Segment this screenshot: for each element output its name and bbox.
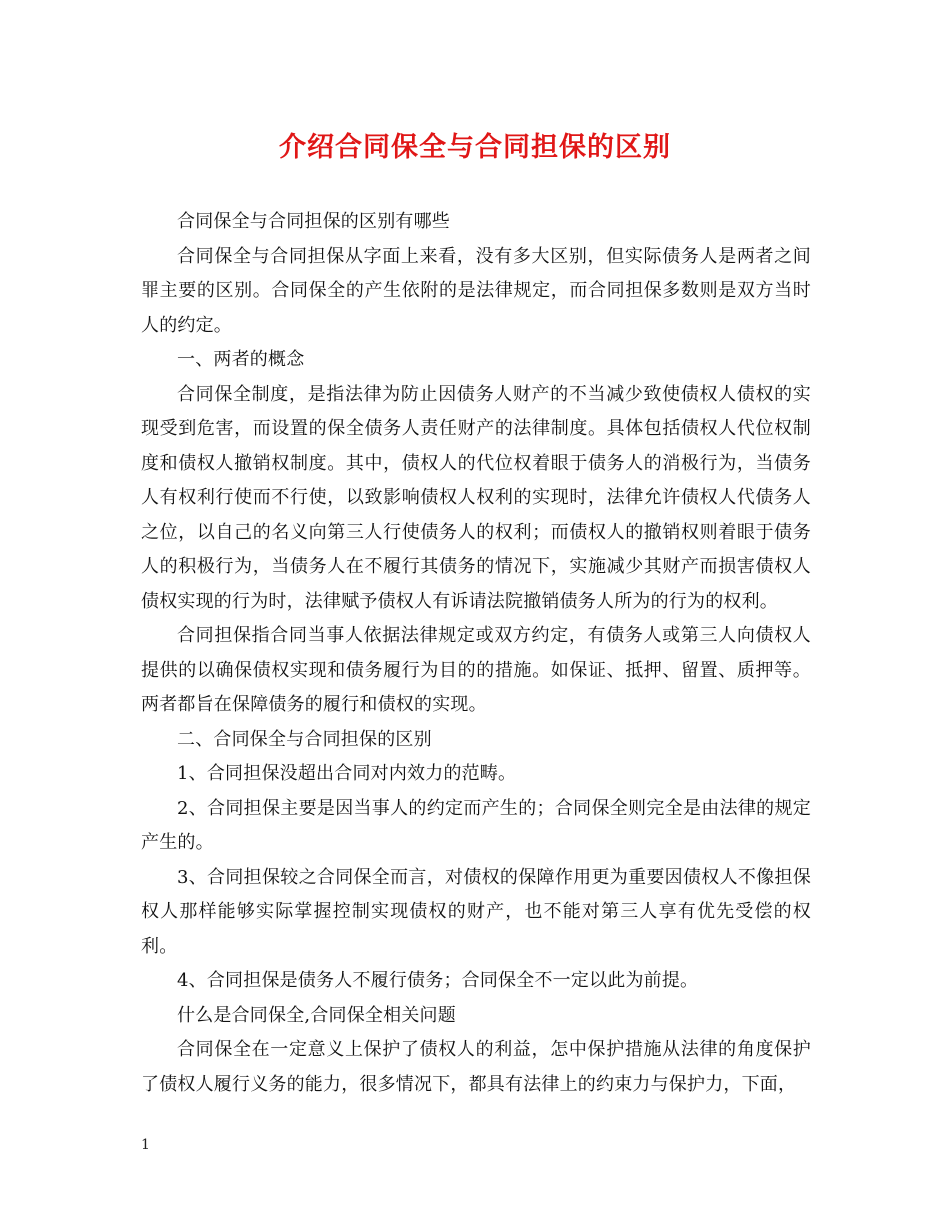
paragraph-intro: 合同保全与合同担保从字面上来看，没有多大区别，但实际债务人是两者之间罪主要的区别。合同保全的产生依附的是法律规定，而合同担保多数则是双方当时人的约定。 bbox=[141, 245, 811, 336]
section-heading-concepts: 一、两者的概念 bbox=[177, 349, 305, 370]
paragraph-subheading: 合同保全与合同担保的区别有哪些 bbox=[177, 211, 450, 232]
section-heading-questions: 什么是合同保全,合同保全相关问题 bbox=[177, 1004, 456, 1026]
section-heading-differences: 二、合同保全与合同担保的区别 bbox=[177, 728, 432, 750]
page-number: 1 bbox=[141, 1137, 150, 1153]
paragraph-guarantee-definition: 合同担保指合同当事人依据法律规定或双方约定，有债务人或第三人向债权人提供的以确保债权实现和债务履行为目的的措施。如保证、抵押、留置、质押等。两者都旨在保障债务的履行和债权的实现。 bbox=[141, 625, 811, 715]
paragraph-closing: 合同保全在一定意义上保护了债权人的利益，怎中保护措施从法律的角度保护了债权人履行义务的能力，很多情况下，都具有法律上的约束力与保护力，下面， bbox=[141, 1039, 811, 1095]
difference-item-4: 4、合同担保是债务人不履行债务；合同保全不一定以此为前提。 bbox=[177, 970, 699, 991]
difference-item-3: 3、合同担保较之合同保全而言，对债权的保障作用更为重要因债权人不像担保权人那样能够实际掌握控制实现债权的财产，也不能对第三人享有优先受偿的权利。 bbox=[141, 866, 811, 957]
paragraph-preservation-definition: 合同保全制度，是指法律为防止因债务人财产的不当减少致使债权人债权的实现受到危害，而设置的保全债务人责任财产的法律制度。具体包括债权人代位权制度和债权人撤销权制度。其中，债权人的代位权着眼于债务人的消极行为，当债务人有权利行使而不行使，以致影响债权人权利的实现时，法律允许债权人代债务人之位，以自己的名义向第三人行使债务人的权利；而债权人的撤销权则着眼于债务人的积极行为，当债务人在不履行其债务的情况下，实施减少其财产而损害债权人债权实现的行为时，法律赋予债权人有诉请法院撤销债务人所为的行为的权利。 bbox=[141, 383, 811, 612]
difference-item-1: 1、合同担保没超出合同对内效力的范畴。 bbox=[177, 763, 517, 784]
difference-item-2: 2、合同担保主要是因当事人的约定而产生的；合同保全则完全是由法律的规定产生的。 bbox=[141, 797, 811, 853]
document-title: 介绍合同保全与合同担保的区别 bbox=[279, 132, 671, 163]
document-body bbox=[141, 205, 811, 1102]
